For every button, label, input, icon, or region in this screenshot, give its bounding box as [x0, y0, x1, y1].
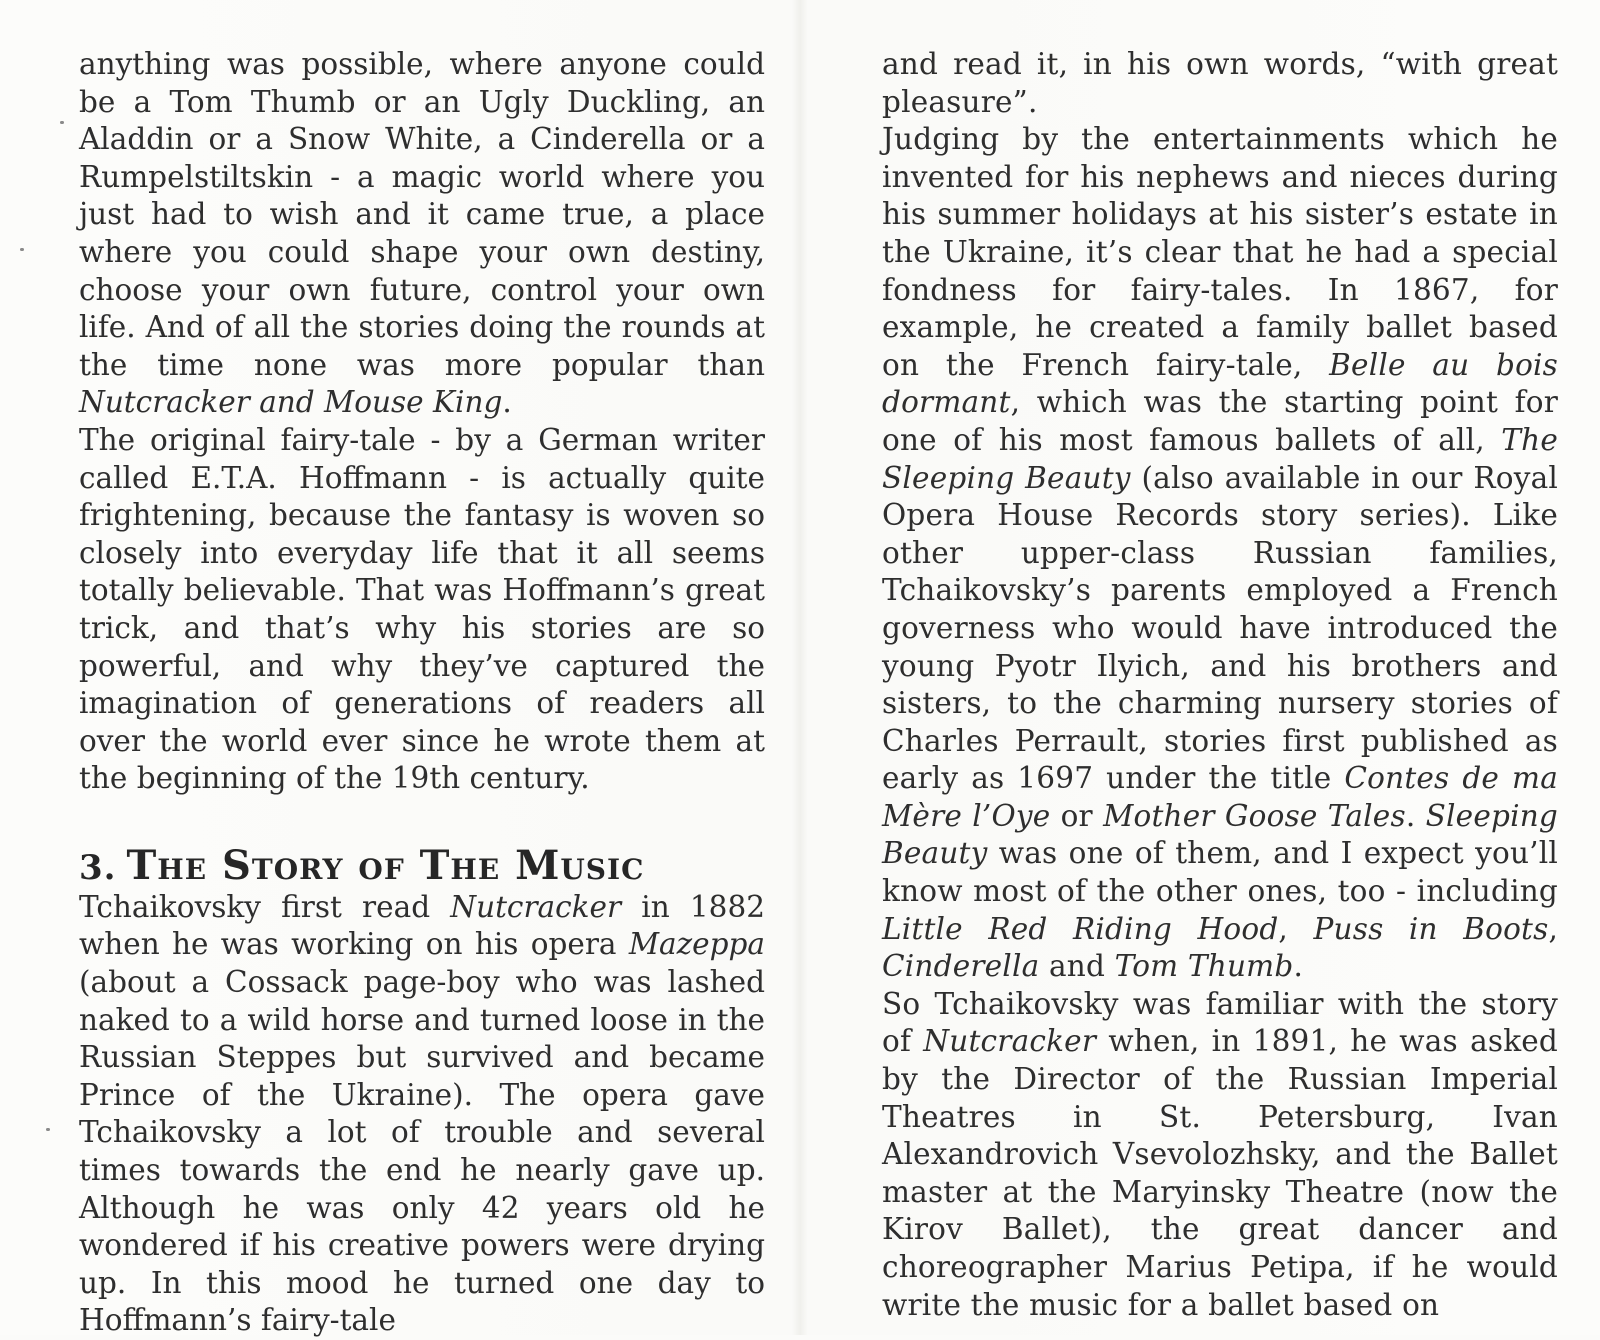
- paragraph-first-read: Tchaikovsky first read Nutcracker in 1882 when he was working on his opera Mazeppa (about a Cossack page-boy who was lashed naked to a wild horse and turned loose in the Russian Steppes but survived and became Prince of the Ukraine). The opera gave Tchaikovsky a lot of trouble and several times towards the end he nearly gave up. Although he was only 42 years old he wondered if his creative powers were drying up. In this mood he turned one day to Hoffmann’s fairy-tale: [79, 889, 765, 1338]
- paper-speck: [46, 1128, 50, 1131]
- paragraph-fairy-worlds: anything was possible, where anyone could be a Tom Thumb or an Ugly Duckling, an Aladdin or a Snow White, a Cinderella or a Rumpelstiltskin - a magic world where you just had to wish and it came true, a place where you could shape your own destiny, choose your own future, control your own life. And of all the stories doing the rounds at the time none was more popular than Nutcracker and Mouse King.: [79, 47, 765, 420]
- left-column: [79, 46, 765, 1340]
- title-nutcracker-and-mouse-king: Nutcracker and Mouse King: [79, 385, 503, 420]
- paragraph-great-pleasure: and read it, in his own words, “with great pleasure”.: [882, 47, 1558, 119]
- paragraph-hoffmann: The original fairy-tale - by a German writer called E.T.A. Hoffmann - is actually quite frightening, because the fantasy is woven so closely into everyday life that it all seems totally believable. That was Hoffmann’s great trick, and that’s why his stories are so powerful, and why they’ve captured the imagination of generations of readers all over the world ever since he wrote them at the beginning of the 19th century.: [79, 422, 765, 796]
- right-column: [882, 46, 1558, 1324]
- paragraph-fondness-fairy-tales: Judging by the entertainments which he invented for his nephews and nieces during his summer holidays at his sister’s estate in the Ukraine, it’s clear that he had a special fondness for fairy-tales. In 1867, for example, he created a family ballet based on the French fairy-tale, Belle au bois dormant, which was the starting point for one of his most famous ballets of all, The Sleeping Beauty (also available in our Royal Opera House Records story series). Like other upper-class Russian families, Tchaikovsky’s parents employed a French governess who would have introduced the young Pyotr Ilyich, and his brothers and sisters, to the charming nursery stories of Charles Perrault, stories first published as early as 1697 under the title Contes de ma Mère l’Oye or Mother Goose Tales. Sleeping Beauty was one of them, and I expect you’ll know most of the other ones, too - including Little Red Riding Hood, Puss in Boots, Cinderella and Tom Thumb.: [882, 122, 1559, 984]
- section-heading: [79, 842, 765, 892]
- paragraph-commission: So Tchaikovsky was familiar with the story of Nutcracker when, in 1891, he was asked by the Director of the Russian Imperial Theatres in St. Petersburg, Ivan Alexandrovich Vsevolozhsky, and the Ballet master at the Maryinsky Theatre (now the Kirov Ballet), the great dancer and choreographer Marius Petipa, if he would write the music for a ballet based on: [882, 986, 1559, 1322]
- section-number: 3.: [79, 847, 117, 888]
- paper-speck: [60, 121, 64, 124]
- paper-speck: [20, 248, 24, 251]
- section-title: The Story of The Music: [126, 841, 645, 889]
